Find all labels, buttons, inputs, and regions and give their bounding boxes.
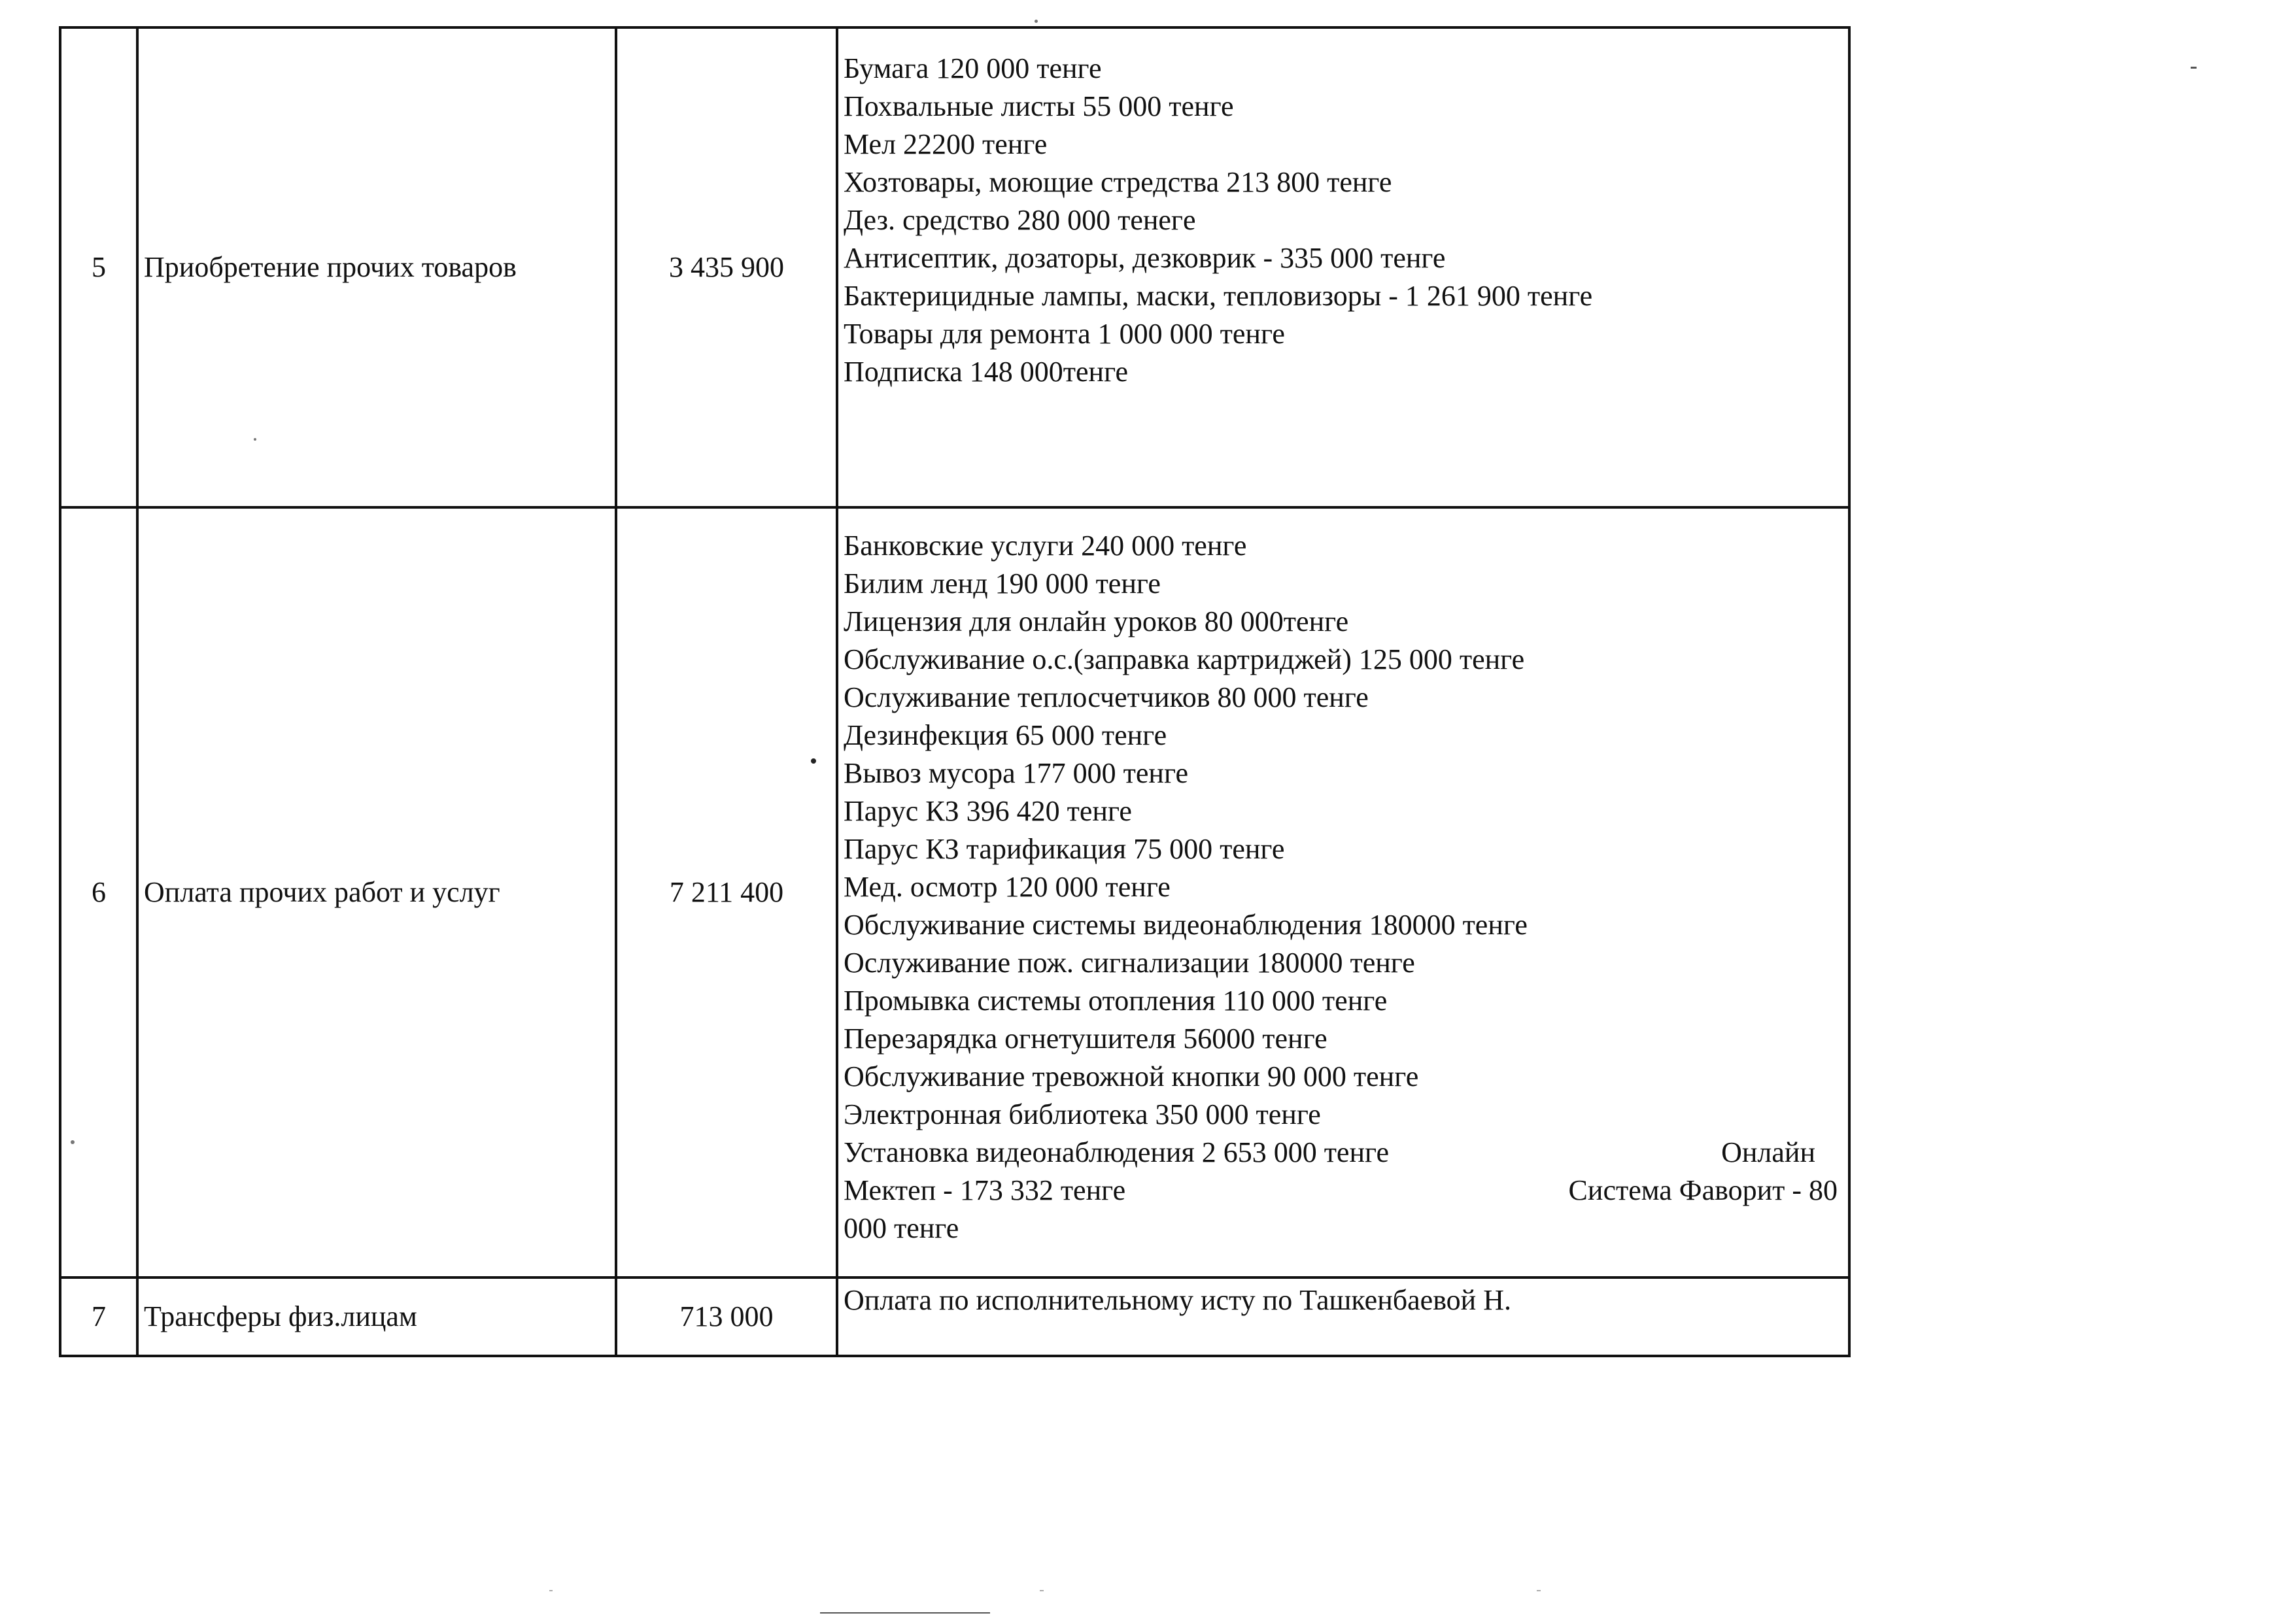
detail-line: Билим ленд 190 000 тенге <box>844 567 1161 600</box>
detail-line: Товары для ремонта 1 000 000 тенге <box>844 318 1285 350</box>
detail-line: Вывоз мусора 177 000 тенге <box>844 757 1188 789</box>
scan-dash <box>820 1612 990 1614</box>
detail-line: Бумага 120 000 тенге <box>844 52 1102 84</box>
detail-line: Мед. осмотр 120 000 тенге <box>844 871 1171 903</box>
detail-line: Обслуживание тревожной кнопки 90 000 тенге <box>844 1060 1419 1092</box>
detail-split-line <box>844 1134 1841 1172</box>
scan-speck <box>1035 20 1038 23</box>
detail-split-line <box>844 1172 1841 1210</box>
detail-line: Банковские услуги 240 000 тенге <box>844 530 1247 562</box>
table-row <box>60 507 1849 1277</box>
expense-name: Приобретение прочих товаров <box>137 27 616 507</box>
table-row <box>60 27 1849 507</box>
expense-table <box>59 26 1851 1357</box>
table-row <box>60 1277 1849 1356</box>
detail-line: Ослуживание пож. сигнализации 180000 тенге <box>844 947 1415 979</box>
row-number: 7 <box>60 1277 137 1356</box>
detail-line: Оплата по исполнительному исту по Ташкенбаевой Н. <box>844 1284 1512 1316</box>
scan-dash <box>2191 67 2197 69</box>
expense-name: Оплата прочих работ и услуг <box>137 507 616 1277</box>
detail-line: Обслуживание о.с.(заправка картриджей) 125 000 тенге <box>844 643 1525 675</box>
scan-speck <box>71 1140 75 1144</box>
detail-line: 000 тенге <box>844 1212 959 1244</box>
detail-line: Антисептик, дозаторы, дезковрик - 335 000 тенге <box>844 242 1446 274</box>
expense-sum: 7 211 400 <box>616 507 837 1277</box>
expense-details <box>837 27 1849 507</box>
detail-split-left: Мектеп - 173 332 тенге <box>844 1174 1126 1206</box>
detail-line: Обслуживание системы видеонаблюдения 180000 тенге <box>844 909 1528 941</box>
expense-name: Трансферы физ.лицам <box>137 1277 616 1356</box>
detail-line: Электронная библиотека 350 000 тенге <box>844 1098 1321 1130</box>
expense-details <box>837 507 1849 1277</box>
detail-line: Похвальные листы 55 000 тенге <box>844 90 1234 122</box>
detail-line: Парус КЗ тарификация 75 000 тенге <box>844 833 1285 865</box>
scan-dash <box>1040 1590 1044 1591</box>
detail-line: Бактерицидные лампы, маски, тепловизоры - 1 261 900 тенге <box>844 280 1593 312</box>
row-number: 6 <box>60 507 137 1277</box>
scan-dash <box>549 1590 553 1591</box>
detail-line: Дезинфекция 65 000 тенге <box>844 719 1167 751</box>
detail-line: Подписка 148 000тенге <box>844 356 1129 388</box>
detail-line: Мел 22200 тенге <box>844 128 1048 160</box>
detail-split-right: Система Фаворит - 80 <box>1568 1174 1838 1206</box>
detail-line: Перезарядка огнетушителя 56000 тенге <box>844 1023 1327 1055</box>
detail-line: Лицензия для онлайн уроков 80 000тенге <box>844 605 1349 637</box>
detail-line: Ослуживание теплосчетчиков 80 000 тенге <box>844 681 1369 713</box>
detail-split-left: Установка видеонаблюдения 2 653 000 тенге <box>844 1136 1390 1168</box>
scan-speck <box>254 438 256 441</box>
expense-sum: 713 000 <box>616 1277 837 1356</box>
row-number: 5 <box>60 27 137 507</box>
scan-dash <box>1537 1590 1541 1591</box>
expense-details <box>837 1277 1849 1356</box>
detail-line: Промывка системы отопления 110 000 тенге <box>844 985 1388 1017</box>
detail-line: Дез. средство 280 000 тенегe <box>844 204 1196 236</box>
detail-split-right: Онлайн <box>1721 1136 1815 1168</box>
detail-line: Парус КЗ 396 420 тенге <box>844 795 1132 827</box>
expense-sum: 3 435 900 <box>616 27 837 507</box>
detail-line: Хозтовары, моющие стредства 213 800 тенге <box>844 166 1392 198</box>
scan-speck <box>811 758 816 764</box>
